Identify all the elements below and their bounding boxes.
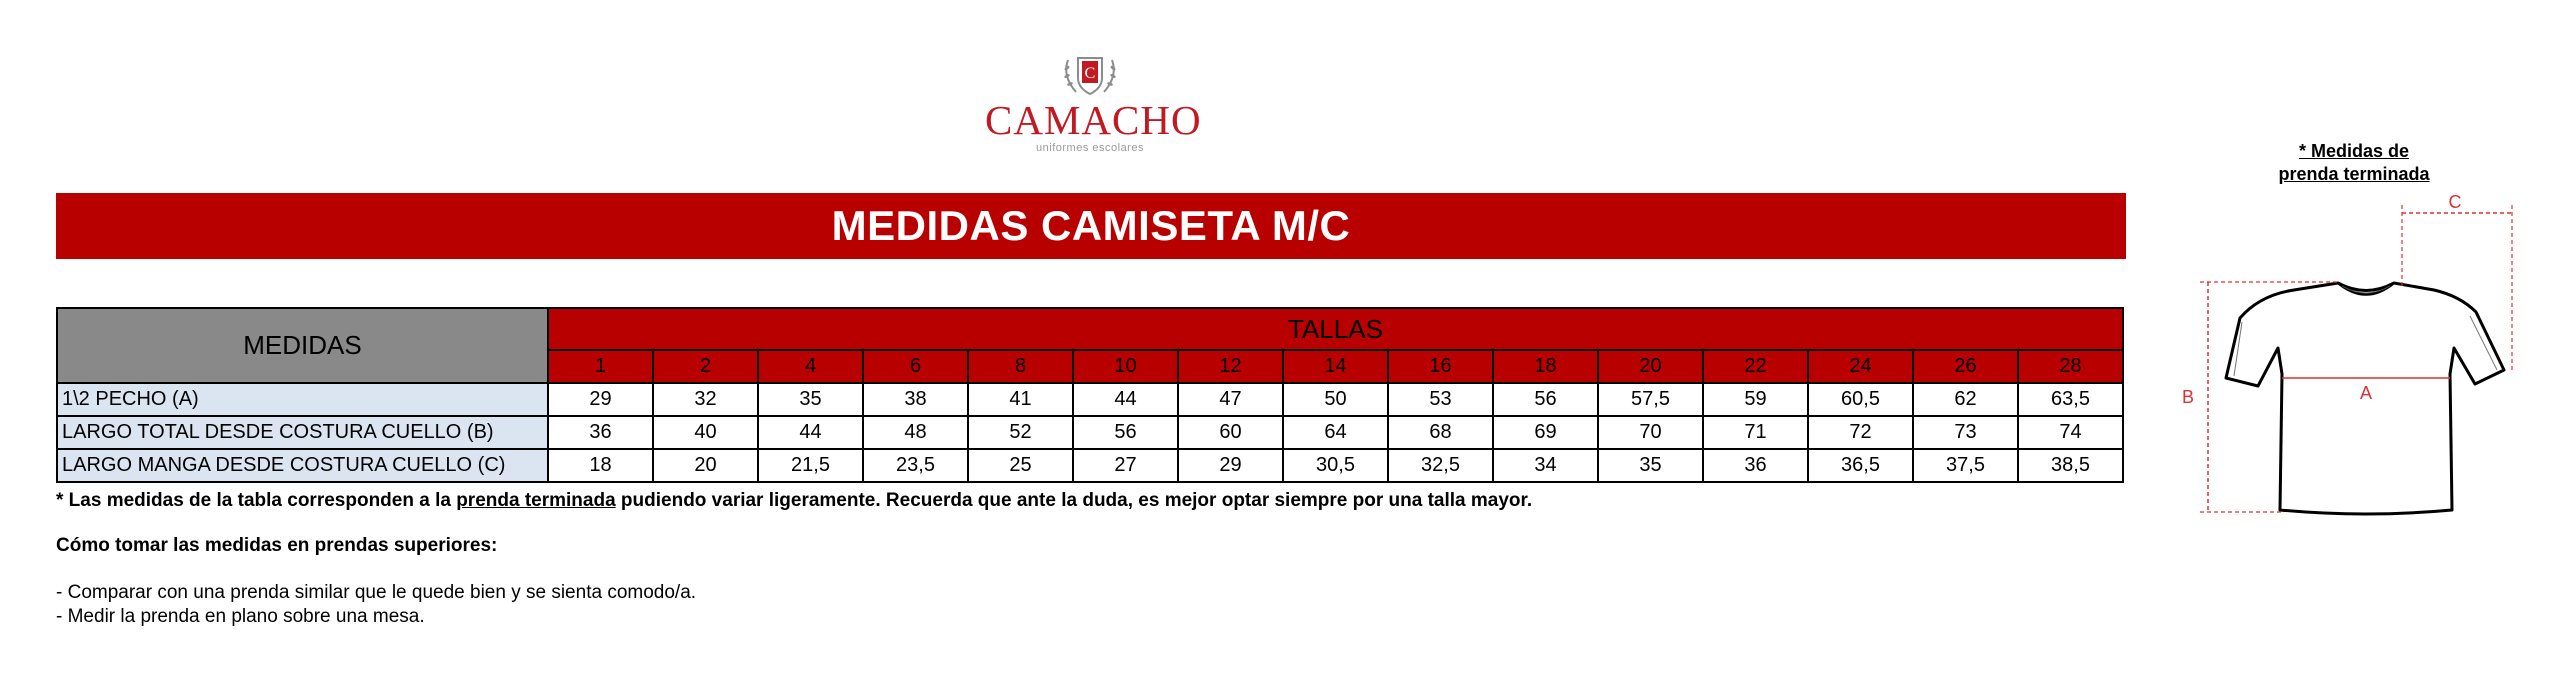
value-cell: 48 xyxy=(863,416,968,449)
size-cell: 1 xyxy=(548,350,653,383)
size-cell: 14 xyxy=(1283,350,1388,383)
laurel-emblem-icon xyxy=(1058,50,1122,98)
value-cell: 47 xyxy=(1178,383,1283,416)
label-c: C xyxy=(2448,192,2462,212)
disclaimer-note xyxy=(56,490,1532,512)
value-cell: 41 xyxy=(968,383,1073,416)
value-cell: 27 xyxy=(1073,449,1178,482)
size-cell: 4 xyxy=(758,350,863,383)
value-cell: 68 xyxy=(1388,416,1493,449)
value-cell: 38 xyxy=(863,383,968,416)
value-cell: 52 xyxy=(968,416,1073,449)
brand-tagline: uniformes escolares xyxy=(1036,142,1144,154)
value-cell: 44 xyxy=(758,416,863,449)
value-cell: 64 xyxy=(1283,416,1388,449)
value-cell: 62 xyxy=(1913,383,2018,416)
value-cell: 72 xyxy=(1808,416,1913,449)
value-cell: 30,5 xyxy=(1283,449,1388,482)
brand-logo xyxy=(985,50,1202,162)
page-title-banner: MEDIDAS CAMISETA M/C xyxy=(56,193,2126,259)
label-b: B xyxy=(2181,387,2195,407)
value-cell: 25 xyxy=(968,449,1073,482)
size-cell: 18 xyxy=(1493,350,1598,383)
size-cell: 20 xyxy=(1598,350,1703,383)
tip-item: - Medir la prenda en plano sobre una mesa. xyxy=(56,606,425,627)
value-cell: 40 xyxy=(653,416,758,449)
table-row xyxy=(57,449,2123,482)
value-cell: 70 xyxy=(1598,416,1703,449)
value-cell: 18 xyxy=(548,449,653,482)
brand-name: CAMACHO xyxy=(985,97,1202,143)
value-cell: 37,5 xyxy=(1913,449,2018,482)
medidas-header: MEDIDAS xyxy=(57,308,548,383)
size-table xyxy=(56,307,2124,483)
value-cell: 53 xyxy=(1388,383,1493,416)
tshirt-measurement-diagram xyxy=(2170,190,2530,520)
label-a: A xyxy=(2359,383,2373,403)
value-cell: 63,5 xyxy=(2018,383,2123,416)
value-cell: 38,5 xyxy=(2018,449,2123,482)
disclaimer-text-2: pudiendo variar ligeramente. Recuerda que ante la duda, es mejor optar siempre por una talla mayor. xyxy=(615,490,1533,511)
diagram-title xyxy=(2262,140,2446,186)
disclaimer-emphasis: prenda terminada xyxy=(456,490,616,511)
value-cell: 34 xyxy=(1493,449,1598,482)
table-row xyxy=(57,383,2123,416)
tip-item: - Comparar con una prenda similar que le quede bien y se sienta comodo/a. xyxy=(56,582,697,603)
diagram-title-line2: prenda terminada xyxy=(2278,164,2430,184)
value-cell: 35 xyxy=(758,383,863,416)
value-cell: 60,5 xyxy=(1808,383,1913,416)
value-cell: 29 xyxy=(548,383,653,416)
disclaimer-text-1: * Las medidas de la tabla corresponden a la xyxy=(56,490,457,511)
row-label: LARGO TOTAL DESDE COSTURA CUELLO (B) xyxy=(57,416,548,449)
value-cell: 32,5 xyxy=(1388,449,1493,482)
value-cell: 36,5 xyxy=(1808,449,1913,482)
size-cell: 22 xyxy=(1703,350,1808,383)
size-cell: 16 xyxy=(1388,350,1493,383)
value-cell: 56 xyxy=(1073,416,1178,449)
value-cell: 73 xyxy=(1913,416,2018,449)
value-cell: 69 xyxy=(1493,416,1598,449)
row-label: LARGO MANGA DESDE COSTURA CUELLO (C) xyxy=(57,449,548,482)
size-cell: 28 xyxy=(2018,350,2123,383)
value-cell: 21,5 xyxy=(758,449,863,482)
value-cell: 74 xyxy=(2018,416,2123,449)
size-cell: 6 xyxy=(863,350,968,383)
size-cell: 8 xyxy=(968,350,1073,383)
value-cell: 36 xyxy=(548,416,653,449)
value-cell: 23,5 xyxy=(863,449,968,482)
size-cell: 24 xyxy=(1808,350,1913,383)
value-cell: 59 xyxy=(1703,383,1808,416)
tallas-header: TALLAS xyxy=(548,308,2123,350)
value-cell: 29 xyxy=(1178,449,1283,482)
value-cell: 56 xyxy=(1493,383,1598,416)
howto-title: Cómo tomar las medidas en prendas superiores: xyxy=(56,535,498,556)
size-cell: 12 xyxy=(1178,350,1283,383)
size-cell: 26 xyxy=(1913,350,2018,383)
value-cell: 20 xyxy=(653,449,758,482)
value-cell: 44 xyxy=(1073,383,1178,416)
table-row xyxy=(57,416,2123,449)
value-cell: 36 xyxy=(1703,449,1808,482)
value-cell: 71 xyxy=(1703,416,1808,449)
size-cell: 2 xyxy=(653,350,758,383)
value-cell: 35 xyxy=(1598,449,1703,482)
size-cell: 10 xyxy=(1073,350,1178,383)
value-cell: 50 xyxy=(1283,383,1388,416)
value-cell: 60 xyxy=(1178,416,1283,449)
diagram-title-line1: * Medidas de xyxy=(2298,141,2410,161)
emblem-letter: C xyxy=(1084,65,1096,82)
value-cell: 32 xyxy=(653,383,758,416)
row-label: 1\2 PECHO (A) xyxy=(57,383,548,416)
value-cell: 57,5 xyxy=(1598,383,1703,416)
